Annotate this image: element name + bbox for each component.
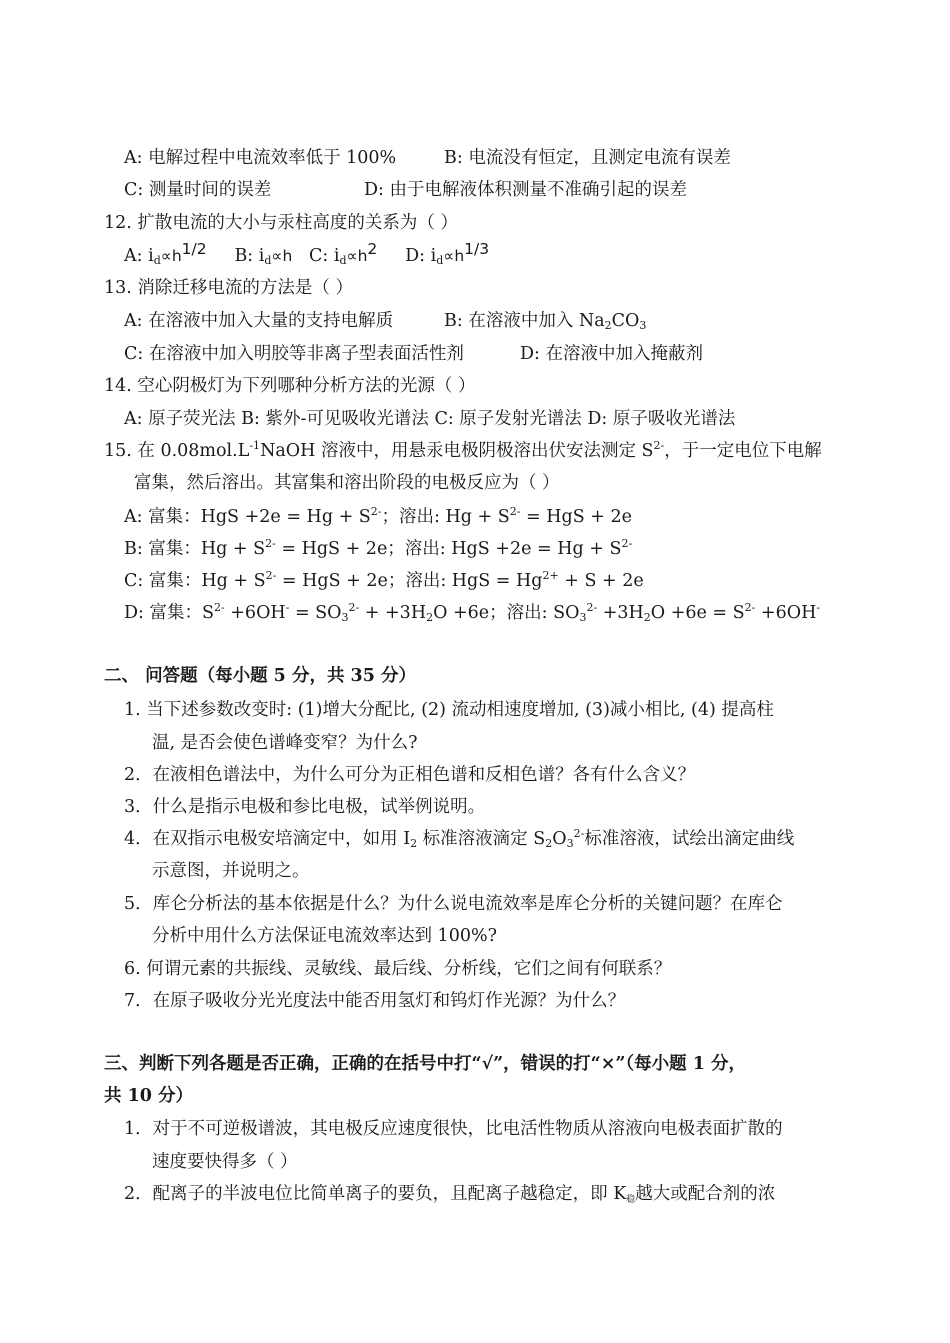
section3-heading-line2: 共 10 分） [104, 1086, 194, 1106]
q15-option-c: C: 富集：$Hg + S^{2-}$ = HgS + 2e；溶出: HgS = $Hg^{2+} + S + 2e$ [124, 569, 644, 591]
s3-q1-line2: 速度要快得多（ ） [152, 1152, 298, 1172]
s2-q1-line2: 温, 是否会使色谱峰变窄？为什么? [152, 733, 418, 753]
q11-option-b: B: 电流没有恒定，且测定电流有误差 [444, 148, 731, 168]
q15-option-a: A: 富集：HgS $+2e = Hg + S^{2-}$；溶出: $Hg + S^{2-}$ = HgS + 2e [124, 505, 632, 527]
s2-q5-line2: 分析中用什么方法保证电流效率达到 100%? [152, 926, 497, 946]
q13-option-d: D: 在溶液中加入掩蔽剂 [520, 344, 703, 364]
s2-q2: 2．在液相色谱法中，为什么可分为正相色谱和反相色谱？各有什么含义？ [124, 765, 696, 785]
s2-q4-line1: 4．在双指示电极安培滴定中，如用 $I_2$ 标准溶液滴定 $S_2O_3^{2-}$标准溶液，试绘出滴定曲线 [124, 827, 795, 850]
q11-option-a: A: 电解过程中电流效率低于 100% [124, 148, 397, 168]
q15-option-b: B: 富集：$Hg + S^{2-}$ = HgS + 2e；溶出: HgS $+2e = Hg + S^{2-}$ [124, 537, 633, 559]
q11-option-c: C: 测量时间的误差 [124, 180, 272, 200]
q13-stem: 13. 消除迁移电流的方法是（ ） [104, 278, 353, 298]
s2-q6: 6. 何谓元素的共振线、灵敏线、最后线、分析线，它们之间有何联系？ [124, 959, 672, 979]
s2-q5-line1: 5．库仑分析法的基本依据是什么？为什么说电流效率是库仑分析的关键问题？在库仑 [124, 894, 783, 914]
section3-heading-line1: 三、判断下列各题是否正确，正确的在括号中打“√”，错误的打“×”（每小题 1 分， [104, 1054, 747, 1074]
q12-options: A: $i_d\propto h^{1/2}$ B: $i_d\propto h$ C: $i_d\propto h^2$ D: $i_d\propto h^{1/3}$ [124, 240, 490, 267]
q14-options: A: 原子荧光法 B: 紫外-可见吸收光谱法 C: 原子发射光谱法 D: 原子吸收光谱法 [124, 409, 736, 429]
q15-stem-line1: 15. 在 $0.08mol.L^{-1}NaOH$ 溶液中，用悬汞电极阴极溶出伏安法测定 $S^{2-}$，于一定电位下电解 [104, 439, 822, 461]
s2-q3: 3．什么是指示电极和参比电极，试举例说明。 [124, 797, 486, 817]
q15-stem-line2: 富集，然后溶出。其富集和溶出阶段的电极反应为（ ） [134, 473, 560, 493]
s2-q4-line2: 示意图，并说明之。 [152, 861, 310, 881]
section2-heading: 二、 问答题（每小题 5 分，共 35 分） [104, 666, 416, 686]
s3-q1-line1: 1．对于不可逆极谱波，其电极反应速度很快，比电活性物质从溶液向电极表面扩散的 [124, 1119, 783, 1139]
s3-q2-line1: 2．配离子的半波电位比简单离子的要负，且配离子越稳定，即 $K_稳$越大或配合剂的浓 [124, 1184, 776, 1205]
q13-option-b: B: 在溶液中加入 $Na_2CO_3$ [444, 311, 647, 332]
q11-option-d: D: 由于电解液体积测量不准确引起的误差 [364, 180, 687, 200]
s2-q7: 7．在原子吸收分光光度法中能否用氢灯和钨灯作光源？为什么？ [124, 991, 626, 1011]
q14-stem: 14. 空心阴极灯为下列哪种分析方法的光源（ ） [104, 376, 476, 396]
q13-option-c: C: 在溶液中加入明胶等非离子型表面活性剂 [124, 344, 464, 364]
q15-option-d: D: 富集：$S^{2-} +6OH^- = SO_3^{2-} + +3H_2O +6e$；溶出: $SO_3^{2-} +3H_2O +6e = S^{2-} +6OH^-$ [124, 601, 821, 624]
s2-q1-line1: 1. 当下述参数改变时: (1)增大分配比, (2) 流动相速度增加, (3)减小相比, (4) 提高柱 [124, 700, 774, 720]
q12-stem: 12. 扩散电流的大小与汞柱高度的关系为（ ） [104, 213, 458, 233]
q13-option-a: A: 在溶液中加入大量的支持电解质 [124, 311, 394, 331]
